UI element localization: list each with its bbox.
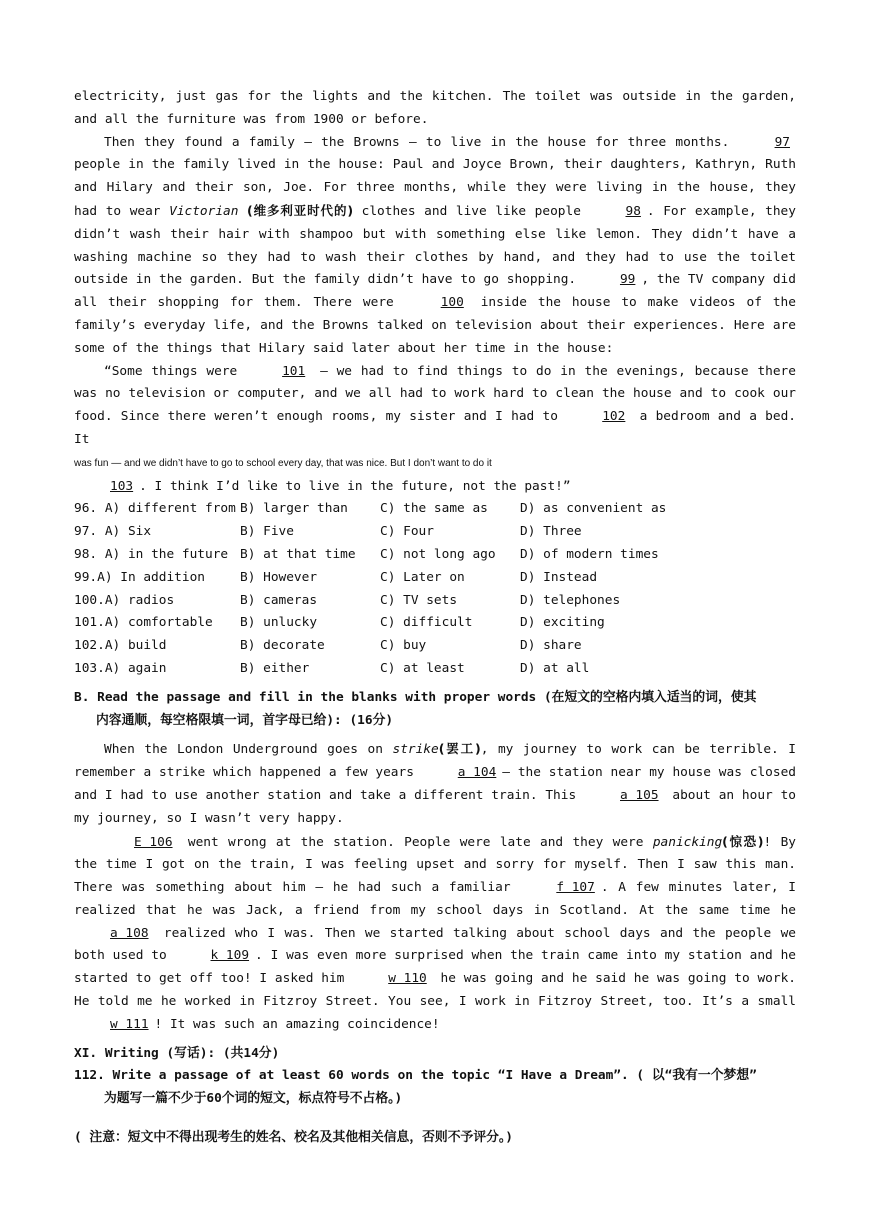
text: . I was even more surprised when the train came into my station and he started to get off too! I asked him <box>74 948 796 987</box>
option-d[interactable]: D) of modern times <box>520 546 659 562</box>
question-number: 103. <box>74 660 105 676</box>
option-c[interactable]: C) not long ago <box>380 546 496 562</box>
blank-110[interactable]: w 110 <box>388 971 427 987</box>
blank-97[interactable]: 97 <box>774 134 790 150</box>
text: When the London Underground goes on <box>104 742 383 758</box>
options-list <box>74 498 796 680</box>
option-c[interactable]: C) buy <box>380 638 427 654</box>
text: clothes and live like people <box>361 203 581 219</box>
text: “Some things were <box>104 363 238 379</box>
small-text: was fun — and we didn’t have to go to school every day, that was nice. But I don’t want to do it <box>74 457 492 469</box>
question-112 <box>74 1065 796 1111</box>
passage-a-para-0 <box>74 86 796 132</box>
text: realized who I was. Then we started talking about school days and the people we both used to <box>74 925 796 964</box>
blank-108[interactable]: a 108 <box>110 925 149 941</box>
question-number: 96. <box>74 501 98 517</box>
blank-102[interactable]: 102 <box>602 409 626 425</box>
option-a-text: A) In addition <box>97 569 205 585</box>
text: inside the house to make videos of the family’s everyday life, and the Browns talked on television about their experiences. Here are some of the things that Hilary said later about her time in the house: <box>74 295 796 356</box>
option-d[interactable]: D) telephones <box>520 592 621 608</box>
text: went wrong at the station. People were late and they were <box>187 834 644 850</box>
text: electricity, just gas for the lights and the kitchen. The toilet was outside in the garden, and all the furniture was from 1900 or before. <box>74 89 796 127</box>
option-b[interactable]: B) Five <box>240 524 294 540</box>
gloss-cn: (惊恐) <box>722 833 764 849</box>
question-number: 98. <box>74 546 98 562</box>
option-b[interactable]: B) either <box>240 660 310 676</box>
text: . I think I’d like to live in the future, not the past!” <box>139 478 571 494</box>
option-c[interactable]: C) at least <box>380 660 465 676</box>
option-row-99 <box>74 567 796 590</box>
option-c[interactable]: C) Later on <box>380 569 465 585</box>
option-a-text: A) different from <box>104 501 236 517</box>
question-number: 102. <box>74 638 105 654</box>
word-strike: strike <box>392 742 439 758</box>
text: — the station near my house was closed and I had to use another station and take a different train. This <box>74 765 796 803</box>
option-a-text: A) in the future <box>104 546 229 562</box>
option-d[interactable]: D) Three <box>520 524 582 540</box>
text: Then they found a family — the Browns — to live in the house for three months. <box>104 134 730 150</box>
option-c[interactable]: C) TV sets <box>380 592 458 608</box>
option-b[interactable]: B) unlucky <box>240 615 318 631</box>
passage-a-para-1 <box>74 132 796 361</box>
option-a-text: A) comfortable <box>104 615 213 631</box>
option-row-101 <box>74 612 796 635</box>
option-a[interactable] <box>74 658 166 681</box>
writing-note <box>74 1127 796 1150</box>
heading-text: XI. Writing (写话): (共14分) <box>74 1045 280 1061</box>
text: . A few minutes later, I realized that he was Jack, a friend from my school days in Scotland. At the same time he <box>74 880 796 918</box>
option-a-text: A) radios <box>104 592 175 608</box>
option-b[interactable]: B) cameras <box>240 592 318 608</box>
question-number: 97. <box>74 524 98 540</box>
option-a-text: A) build <box>104 638 167 654</box>
text: a bedroom and a bed. It <box>74 409 796 447</box>
option-d[interactable]: D) at all <box>520 660 590 676</box>
option-a[interactable] <box>74 612 213 635</box>
text: , my journey to work can be terrible. I remember a strike which happened a few years <box>74 742 796 781</box>
blank-105[interactable]: a 105 <box>620 787 659 803</box>
option-b[interactable]: B) However <box>240 569 318 585</box>
blank-101[interactable]: 101 <box>282 363 306 379</box>
option-row-102 <box>74 635 796 658</box>
option-b[interactable]: B) decorate <box>240 638 325 654</box>
option-a[interactable] <box>74 544 228 567</box>
blank-107[interactable]: f 107 <box>556 880 595 896</box>
text: he was going and he said he was going to work. He told me he worked in Fitzroy Street. You see, I work in Fitzroy Street, too. It’s a small <box>74 971 796 1010</box>
note-text: ( 注意：短文中不得出现考生的姓名、校名及其他相关信息，否则不予评分。) <box>74 1130 514 1146</box>
text: — we had to find things to do in the evenings, because there was no television or computer, and we all had to work hard to clean the house and to cook our food. Since there weren’t enough rooms, my sister and I had to <box>74 363 796 425</box>
option-c[interactable]: C) difficult <box>380 615 473 631</box>
blank-104[interactable]: a 104 <box>457 765 497 781</box>
option-c[interactable]: C) the same as <box>380 501 488 517</box>
exam-page <box>74 86 796 1150</box>
q112-line-1: 112. Write a passage of at least 60 words on the topic “I Have a Dream”. ( 以“我有一个梦想” <box>74 1068 757 1084</box>
text: people in the family lived in the house: Paul and Joyce Brown, their daughters, Kathryn, Ruth and Hilary and their son, Joe. For three months, while they were living in the house, they had to wear <box>74 157 796 219</box>
gloss-cn: (罢工) <box>438 741 481 757</box>
text: ! It was such an amazing coincidence! <box>154 1016 440 1032</box>
option-d[interactable]: D) exciting <box>520 615 605 631</box>
option-d[interactable]: D) Instead <box>520 569 598 585</box>
blank-100[interactable]: 100 <box>440 295 464 311</box>
question-number: 101. <box>74 615 105 631</box>
option-d[interactable]: D) share <box>520 638 582 654</box>
word-panicking: panicking <box>652 834 723 850</box>
option-row-97 <box>74 521 796 544</box>
text: about an hour to my journey, so I wasn’t very happy. <box>74 787 796 826</box>
passage-a-para-2 <box>74 361 796 499</box>
blank-109[interactable]: k 109 <box>210 948 250 964</box>
blank-103[interactable]: 103 <box>110 478 134 494</box>
writing-heading <box>74 1043 796 1066</box>
option-row-103 <box>74 658 796 681</box>
option-a[interactable] <box>74 590 174 613</box>
option-a[interactable] <box>74 498 236 521</box>
option-c[interactable]: C) Four <box>380 524 434 540</box>
passage-b-para-1 <box>74 738 796 830</box>
option-row-98 <box>74 544 796 567</box>
option-a-text: A) again <box>104 660 167 676</box>
blank-98[interactable]: 98 <box>625 203 641 219</box>
option-a[interactable] <box>74 521 151 544</box>
passage-b-para-2 <box>74 831 796 1037</box>
option-d[interactable]: D) as convenient as <box>520 501 667 517</box>
blank-99[interactable]: 99 <box>619 272 636 288</box>
option-b[interactable]: B) larger than <box>240 501 348 517</box>
text: ! By the time I got on the train, I was feeling upset and sorry for myself. Then I saw this man. There was something about him — he had such a familiar <box>74 834 796 896</box>
option-a[interactable] <box>74 567 205 590</box>
word-victorian: Victorian <box>169 203 239 219</box>
question-number: 100. <box>74 592 105 608</box>
option-a-text: A) Six <box>104 524 152 540</box>
question-number: 99. <box>74 569 98 585</box>
blank-111[interactable]: w 111 <box>110 1016 149 1032</box>
section-b-heading <box>74 687 796 733</box>
option-b[interactable]: B) at that time <box>240 546 356 562</box>
option-a[interactable] <box>74 635 166 658</box>
q112-line-2: 为题写一篇不少于60个词的短文，标点符号不占格。) <box>104 1091 403 1107</box>
heading-line-1: B. Read the passage and fill in the blanks with proper words (在短文的空格内填入适当的词，使其 <box>74 689 757 705</box>
text: , the TV company did all their shopping for them. There were <box>74 272 796 311</box>
blank-106[interactable]: E 106 <box>134 834 173 850</box>
option-row-100 <box>74 590 796 613</box>
gloss-cn: (维多利亚时代的) <box>247 202 354 218</box>
heading-line-2: 内容通顺，每空格限填一词，首字母已给): (16分) <box>96 712 394 728</box>
text: . For example, they didn’t wash their hair with shampoo but with something else like lemon. They didn’t have a washing machine so they had to wash their clothes by hand, and they had to use the toilet outside in the garden. But the family didn’t have to go shopping. <box>74 203 796 288</box>
option-row-96 <box>74 498 796 521</box>
